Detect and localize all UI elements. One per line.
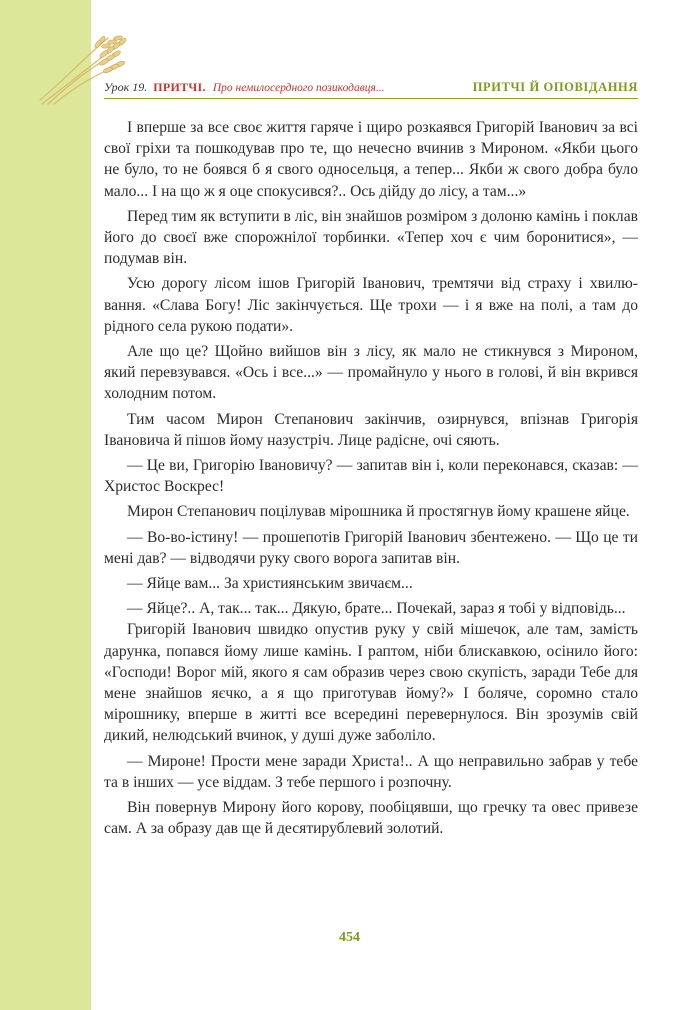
side-decoration-band [0,0,91,1010]
section-title: ПРИТЧІ. [153,80,206,94]
header-lesson-info [104,80,384,95]
paragraph: Григорій Іванович швидко опустив руку у свій мішечок, але там, замість дарунка, попався йому лише камінь. І раптом, ніби блискавкою, осінило його: «Господи! Ворог мій, якого я сам образив через свою скупість, заради Тебе для мене знайшов яєчко, а я що приготував йому?» І боляче, соромно стало мірошнику, вперше в житті все всередині перевернулося. Він зрозумів свій дикий, нелюдський вчинок, у душі дуже заболіло. [104,621,638,745]
paragraph: Мирон Степанович поцілував мірошника й простягнув йому крашене яйце. [127,503,630,521]
page-number: 454 [339,930,360,945]
lesson-subtitle: Про немилосердного позикодавця... [212,82,385,94]
paragraph: Але що це? Щойно вийшов він з лісу, як мало не стикнувся з Мироном, який перевзувався. «Ось і все...» — промайнуло у нього в голові, й він вкрився холодним потом. [104,343,638,403]
paragraph: — Мироне! Прости мене заради Христа!.. А що неправильно забрав у тебе та в інших — усе віддам. З тебе першого і розпочну. [104,752,638,791]
paragraph: — Яйце вам... За християнським звичаєм... [127,575,413,593]
paragraph: І вперше за все своє життя гаряче і щиро розкаявся Григорій Іванович за всі свої гріхи та пошкодував про те, що нечесно вчинив з Мироном. «Якби цього не було, то не боявся б я свого односельця, а тепер... Якби ж свого добра було мало... І на що ж я оце спокусився?.. Ось дійду до лісу, а там...» [104,119,638,200]
paragraph: — Це ви, Григорію Івановичу? — запитав він і, коли переконався, сказав: — Христос Воскрес! [104,457,638,496]
paragraph: — Яйце?.. А, так... так... Дякую, брате... Почекай, зараз я тобі у відповідь... [127,600,626,618]
chapter-title: ПРИТЧІ Й ОПОВІДАННЯ [472,80,638,94]
page-header [104,78,638,99]
story-text [104,117,638,844]
paragraph: — Во-во-істину! — прошепотів Григорій Іванович збентежено. — Що це ти мені дав? — відводячи руку свого ворога запитав він. [104,528,638,567]
lesson-number: Урок 19. [104,80,148,94]
paragraph: Перед тим як вступити в ліс, він знайшов розміром з долоню камінь і поклав його до своєї вже спорожнілої торбинки. «Тепер хоч є чим боронитися», — подумав він. [104,207,638,268]
paragraph: Усю дорогу лісом ішов Григорій Іванович, тремтячи від страху і хвилювання. «Слава Богу! Ліс закінчується. Ще трохи — і я вже на полі, а там до рідного села рукою подати». [104,275,638,335]
paragraph: Він повернув Мирону його корову, пообіцявши, що гречку та овес привезе сам. А за образу дав ще й десятирублевий золотий. [104,799,638,838]
paragraph: Тим часом Мирон Степанович закінчив, озирнувся, впізнав Григорія Івановича й пішов йому назустріч. Лице радісне, очі сяють. [104,410,638,449]
